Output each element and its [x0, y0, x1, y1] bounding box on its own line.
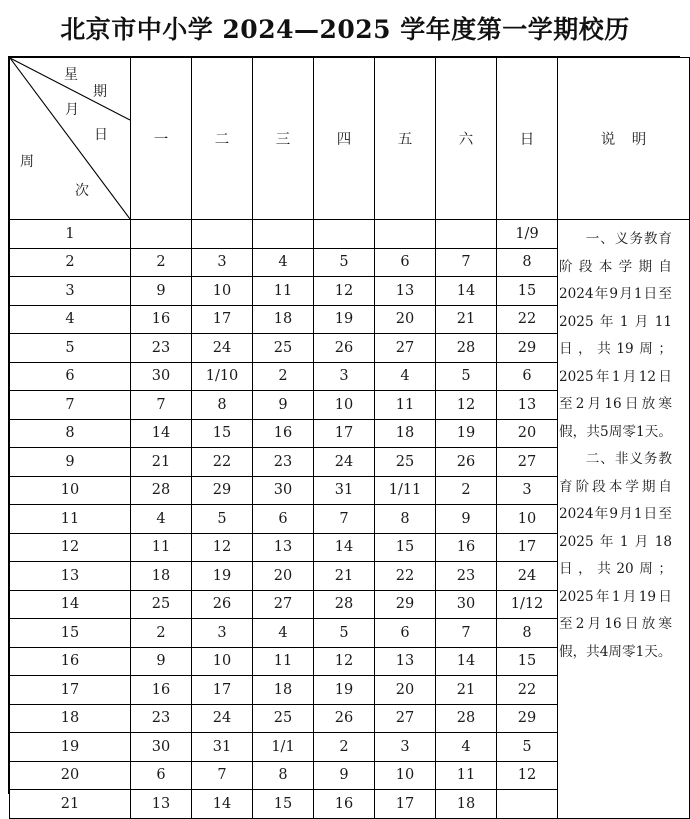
- date-cell-tue: 12: [192, 533, 253, 562]
- date-cell-sat: 26: [436, 448, 497, 477]
- date-cell-fri: 13: [375, 647, 436, 676]
- date-cell-sun: 3: [497, 476, 558, 505]
- date-cell-fri: 1/11: [375, 476, 436, 505]
- date-cell-wed: 13: [253, 533, 314, 562]
- header-weekday-sun: 日: [497, 58, 558, 220]
- date-cell-thu: 10: [314, 391, 375, 420]
- date-cell-mon: 16: [131, 676, 192, 705]
- date-cell-thu: 31: [314, 476, 375, 505]
- date-cell-tue: 26: [192, 590, 253, 619]
- date-cell-sun: 12: [497, 761, 558, 790]
- week-number-cell: 11: [10, 505, 131, 534]
- date-cell-tue: 10: [192, 647, 253, 676]
- date-cell-sun: 13: [497, 391, 558, 420]
- date-cell-mon: 23: [131, 334, 192, 363]
- date-cell-sat: 28: [436, 704, 497, 733]
- date-cell-wed: 9: [253, 391, 314, 420]
- date-cell-thu: 12: [314, 277, 375, 306]
- week-number-cell: 13: [10, 562, 131, 591]
- date-cell-fri: 10: [375, 761, 436, 790]
- date-cell-thu: 26: [314, 334, 375, 363]
- week-number-cell: 16: [10, 647, 131, 676]
- date-cell-sat: 21: [436, 305, 497, 334]
- corner-legend-cell: [10, 58, 131, 220]
- date-cell-wed: 16: [253, 419, 314, 448]
- corner-label-month: 月: [65, 102, 79, 118]
- date-cell-fri: 11: [375, 391, 436, 420]
- date-cell-sat: 14: [436, 647, 497, 676]
- date-cell-fri: 18: [375, 419, 436, 448]
- date-cell-tue: 17: [192, 676, 253, 705]
- note-paragraph-2-text: 二、非义务教育阶段本学期自2024年9月1日至2025年1月18日，共20周；2025年1月19日至2月16日放寒假，共4周零1天。: [559, 451, 672, 660]
- date-cell-thu: 14: [314, 533, 375, 562]
- week-number-cell: 6: [10, 362, 131, 391]
- date-cell-fri: 17: [375, 790, 436, 819]
- date-cell-sun: 1/9: [497, 220, 558, 249]
- date-cell-mon: 21: [131, 448, 192, 477]
- week-number-cell: 18: [10, 704, 131, 733]
- date-cell-thu: 19: [314, 676, 375, 705]
- week-number-cell: 14: [10, 590, 131, 619]
- date-cell-sat: 12: [436, 391, 497, 420]
- date-cell-fri: 8: [375, 505, 436, 534]
- calendar-table-body: [10, 58, 690, 819]
- header-weekday-thu: 四: [314, 58, 375, 220]
- date-cell-sun: 29: [497, 704, 558, 733]
- date-cell-mon: [131, 220, 192, 249]
- date-cell-sun: 27: [497, 448, 558, 477]
- week-number-cell: 4: [10, 305, 131, 334]
- date-cell-tue: 14: [192, 790, 253, 819]
- date-cell-sat: 4: [436, 733, 497, 762]
- date-cell-mon: 18: [131, 562, 192, 591]
- date-cell-wed: 30: [253, 476, 314, 505]
- date-cell-fri: 22: [375, 562, 436, 591]
- week-number-cell: 20: [10, 761, 131, 790]
- date-cell-thu: 26: [314, 704, 375, 733]
- date-cell-sat: 28: [436, 334, 497, 363]
- note-paragraph-1-text: 一、义务教育阶段本学期自2024年9月1日至2025年1月11日，共19周；2025年1月12日至2月16日放寒假，共5周零1天。: [559, 231, 672, 440]
- date-cell-sun: 8: [497, 619, 558, 648]
- corner-label-week: 周: [20, 154, 34, 170]
- week-number-cell: 21: [10, 790, 131, 819]
- corner-label-order: 次: [75, 183, 89, 199]
- date-cell-mon: 2: [131, 248, 192, 277]
- date-cell-thu: 7: [314, 505, 375, 534]
- date-cell-sat: [436, 220, 497, 249]
- date-cell-fri: 15: [375, 533, 436, 562]
- date-cell-fri: 20: [375, 305, 436, 334]
- week-number-cell: 2: [10, 248, 131, 277]
- date-cell-tue: 24: [192, 704, 253, 733]
- date-cell-thu: [314, 220, 375, 249]
- date-cell-sat: 5: [436, 362, 497, 391]
- date-cell-fri: 20: [375, 676, 436, 705]
- date-cell-wed: 23: [253, 448, 314, 477]
- date-cell-tue: 15: [192, 419, 253, 448]
- date-cell-thu: 12: [314, 647, 375, 676]
- date-cell-tue: 24: [192, 334, 253, 363]
- calendar-table-frame: [8, 56, 680, 812]
- date-cell-tue: 1/10: [192, 362, 253, 391]
- date-cell-mon: 30: [131, 733, 192, 762]
- date-cell-tue: 5: [192, 505, 253, 534]
- corner-label-weekday-2: 期: [93, 84, 107, 100]
- date-cell-fri: 27: [375, 334, 436, 363]
- date-cell-wed: 18: [253, 305, 314, 334]
- date-cell-thu: 21: [314, 562, 375, 591]
- date-cell-thu: 5: [314, 619, 375, 648]
- date-cell-mon: 28: [131, 476, 192, 505]
- header-weekday-sat: 六: [436, 58, 497, 220]
- date-cell-thu: 16: [314, 790, 375, 819]
- date-cell-wed: 6: [253, 505, 314, 534]
- date-cell-fri: 25: [375, 448, 436, 477]
- date-cell-fri: [375, 220, 436, 249]
- date-cell-sat: 30: [436, 590, 497, 619]
- date-cell-sun: 22: [497, 676, 558, 705]
- date-cell-sun: 15: [497, 647, 558, 676]
- date-cell-tue: 8: [192, 391, 253, 420]
- header-notes: 说 明: [558, 58, 690, 220]
- date-cell-fri: 3: [375, 733, 436, 762]
- date-cell-sat: 9: [436, 505, 497, 534]
- week-number-cell: 1: [10, 220, 131, 249]
- week-number-cell: 12: [10, 533, 131, 562]
- date-cell-wed: 11: [253, 647, 314, 676]
- week-number-cell: 9: [10, 448, 131, 477]
- date-cell-tue: 19: [192, 562, 253, 591]
- date-cell-mon: 2: [131, 619, 192, 648]
- date-cell-wed: 20: [253, 562, 314, 591]
- date-cell-thu: 17: [314, 419, 375, 448]
- date-cell-tue: 3: [192, 619, 253, 648]
- week-number-cell: 3: [10, 277, 131, 306]
- date-cell-sat: 16: [436, 533, 497, 562]
- date-cell-sun: 24: [497, 562, 558, 591]
- date-cell-sun: 22: [497, 305, 558, 334]
- date-cell-mon: 4: [131, 505, 192, 534]
- date-cell-tue: 7: [192, 761, 253, 790]
- date-cell-mon: 16: [131, 305, 192, 334]
- page-title: 北京市中小学 2024—2025 学年度第一学期校历: [60, 15, 630, 44]
- date-cell-sat: 2: [436, 476, 497, 505]
- date-cell-thu: 2: [314, 733, 375, 762]
- date-cell-sat: 7: [436, 619, 497, 648]
- date-cell-thu: 5: [314, 248, 375, 277]
- date-cell-wed: 4: [253, 248, 314, 277]
- date-cell-wed: 11: [253, 277, 314, 306]
- date-cell-mon: 11: [131, 533, 192, 562]
- week-number-cell: 7: [10, 391, 131, 420]
- date-cell-thu: 24: [314, 448, 375, 477]
- date-cell-tue: 17: [192, 305, 253, 334]
- header-weekday-mon: 一: [131, 58, 192, 220]
- week-number-cell: 5: [10, 334, 131, 363]
- date-cell-sat: 18: [436, 790, 497, 819]
- date-cell-wed: 25: [253, 334, 314, 363]
- date-cell-thu: 9: [314, 761, 375, 790]
- date-cell-fri: 6: [375, 619, 436, 648]
- date-cell-sat: 14: [436, 277, 497, 306]
- date-cell-mon: 6: [131, 761, 192, 790]
- date-cell-wed: 2: [253, 362, 314, 391]
- date-cell-wed: 18: [253, 676, 314, 705]
- date-cell-tue: 3: [192, 248, 253, 277]
- date-cell-thu: 28: [314, 590, 375, 619]
- date-cell-sun: 20: [497, 419, 558, 448]
- date-cell-wed: 1/1: [253, 733, 314, 762]
- date-cell-wed: 4: [253, 619, 314, 648]
- date-cell-sat: 23: [436, 562, 497, 591]
- header-weekday-fri: 五: [375, 58, 436, 220]
- date-cell-fri: 29: [375, 590, 436, 619]
- date-cell-sun: 5: [497, 733, 558, 762]
- date-cell-sun: 6: [497, 362, 558, 391]
- notes-cell: [558, 220, 690, 819]
- date-cell-wed: 25: [253, 704, 314, 733]
- date-cell-mon: 9: [131, 277, 192, 306]
- date-cell-tue: 22: [192, 448, 253, 477]
- week-number-cell: 15: [10, 619, 131, 648]
- date-cell-sun: 17: [497, 533, 558, 562]
- date-cell-sat: 21: [436, 676, 497, 705]
- week-number-cell: 19: [10, 733, 131, 762]
- date-cell-tue: 10: [192, 277, 253, 306]
- corner-label-weekday-1: 星: [64, 67, 78, 83]
- date-cell-tue: 31: [192, 733, 253, 762]
- date-cell-sat: 11: [436, 761, 497, 790]
- date-cell-wed: 27: [253, 590, 314, 619]
- date-cell-fri: 6: [375, 248, 436, 277]
- week-number-cell: 17: [10, 676, 131, 705]
- date-cell-sat: 19: [436, 419, 497, 448]
- date-cell-sun: 29: [497, 334, 558, 363]
- corner-label-day: 日: [94, 127, 108, 143]
- date-cell-mon: 25: [131, 590, 192, 619]
- date-cell-wed: 15: [253, 790, 314, 819]
- date-cell-thu: 3: [314, 362, 375, 391]
- week-number-cell: 8: [10, 419, 131, 448]
- date-cell-wed: [253, 220, 314, 249]
- date-cell-tue: 29: [192, 476, 253, 505]
- table-row: [10, 220, 690, 249]
- date-cell-thu: 19: [314, 305, 375, 334]
- date-cell-mon: 23: [131, 704, 192, 733]
- date-cell-tue: [192, 220, 253, 249]
- date-cell-fri: 27: [375, 704, 436, 733]
- date-cell-mon: 9: [131, 647, 192, 676]
- date-cell-sat: 7: [436, 248, 497, 277]
- date-cell-mon: 30: [131, 362, 192, 391]
- date-cell-sun: 15: [497, 277, 558, 306]
- date-cell-mon: 14: [131, 419, 192, 448]
- date-cell-wed: 8: [253, 761, 314, 790]
- date-cell-sun: 10: [497, 505, 558, 534]
- date-cell-mon: 13: [131, 790, 192, 819]
- header-weekday-wed: 三: [253, 58, 314, 220]
- date-cell-fri: 4: [375, 362, 436, 391]
- date-cell-fri: 13: [375, 277, 436, 306]
- calendar-table: [9, 57, 690, 819]
- date-cell-sun: 8: [497, 248, 558, 277]
- week-number-cell: 10: [10, 476, 131, 505]
- calendar-header-row: [10, 58, 690, 220]
- date-cell-sun: [497, 790, 558, 819]
- date-cell-mon: 7: [131, 391, 192, 420]
- header-weekday-tue: 二: [192, 58, 253, 220]
- date-cell-sun: 1/12: [497, 590, 558, 619]
